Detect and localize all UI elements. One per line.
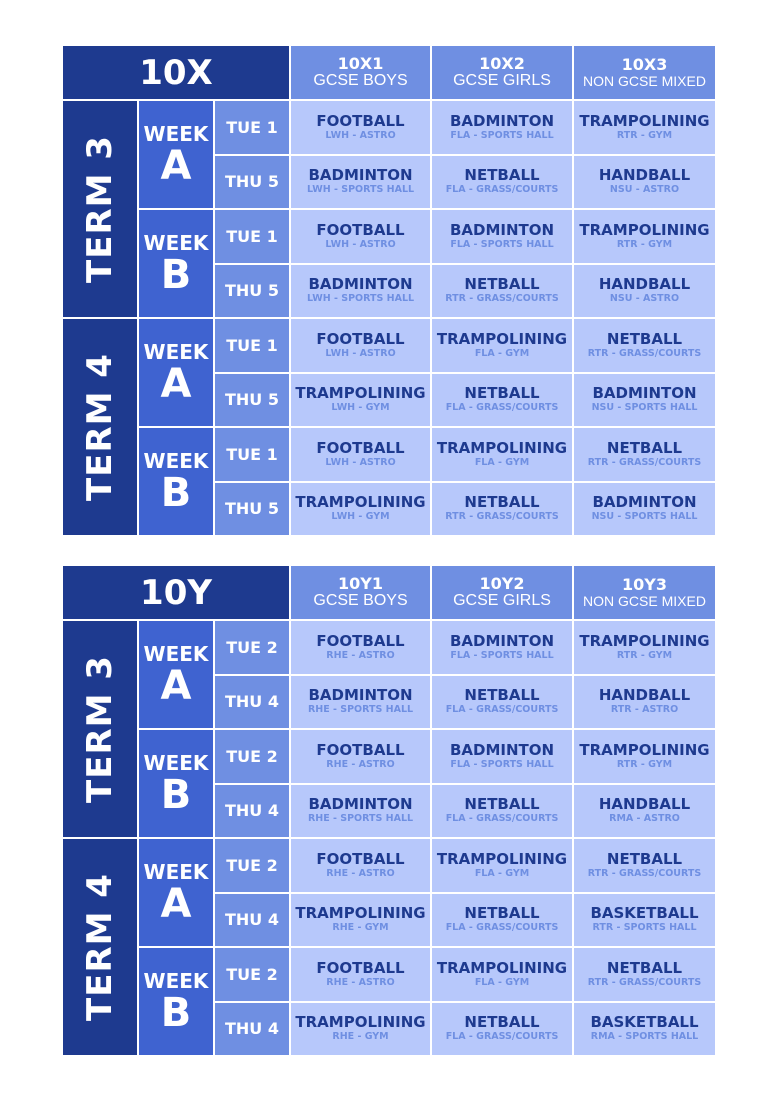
week-label (139, 210, 215, 319)
day-text: THU 4 (225, 692, 279, 712)
venue-name: RTR - GRASS/COURTS (445, 293, 559, 305)
activity-cell (291, 374, 432, 429)
activity-cell (574, 730, 717, 785)
class-header (432, 46, 574, 101)
day-label (215, 894, 291, 949)
activity-cell (574, 785, 717, 840)
sport-name: NETBALL (606, 438, 683, 457)
sport-name: FOOTBALL (316, 111, 405, 130)
activity-cell (432, 428, 574, 483)
term-text: TERM 4 (80, 353, 120, 501)
sport-name: TRAMPOLINING (579, 111, 710, 130)
sport-name: TRAMPOLINING (579, 220, 710, 239)
timetable-title (63, 566, 291, 621)
sport-name: NETBALL (464, 166, 540, 185)
activity-cell (291, 621, 432, 676)
venue-name: NSU - ASTRO (609, 184, 680, 196)
sport-name: BADMINTON (449, 111, 555, 130)
venue-name: RHE - ASTRO (326, 867, 395, 879)
activity-cell (574, 839, 717, 894)
sport-name: BADMINTON (308, 166, 413, 185)
week-text: WEEK (143, 750, 209, 775)
activity-cell (291, 1003, 432, 1058)
term-label (63, 839, 139, 1057)
venue-name: LWH - GYM (331, 511, 390, 523)
venue-name: RMA - SPORTS HALL (590, 1031, 699, 1043)
sport-name: BADMINTON (449, 740, 555, 759)
sport-name: NETBALL (464, 686, 540, 705)
venue-name: LWH - SPORTS HALL (306, 184, 415, 196)
venue-name: RMA - ASTRO (609, 813, 680, 825)
day-text: TUE 1 (226, 117, 278, 137)
week-label (139, 101, 215, 210)
venue-name: NSU - ASTRO (609, 293, 680, 305)
sport-name: HANDBALL (598, 686, 691, 705)
venue-name: RHE - ASTRO (326, 649, 395, 661)
sport-name: FOOTBALL (316, 849, 405, 868)
activity-cell (291, 839, 432, 894)
class-code: 10Y1 (338, 573, 383, 593)
sport-name: TRAMPOLINING (295, 493, 426, 512)
venue-name: FLA - GYM (474, 347, 530, 359)
sport-name: HANDBALL (598, 166, 691, 185)
week-letter: B (160, 989, 192, 1036)
sport-name: BASKETBALL (590, 1013, 699, 1032)
day-text: TUE 2 (226, 746, 278, 766)
week-letter: B (160, 251, 192, 298)
activity-cell (291, 730, 432, 785)
activity-cell (291, 483, 432, 538)
venue-name: RTR - GYM (616, 129, 673, 141)
timetable-10y (63, 566, 717, 1057)
day-text: THU 5 (225, 172, 279, 192)
activity-cell (432, 1003, 574, 1058)
activity-cell (574, 894, 717, 949)
activity-cell (432, 210, 574, 265)
activity-cell (432, 374, 574, 429)
day-label (215, 839, 291, 894)
day-text: THU 4 (225, 801, 279, 821)
week-label (139, 621, 215, 730)
activity-cell (574, 948, 717, 1003)
class-code: 10Y3 (622, 574, 667, 594)
class-header (574, 46, 717, 101)
day-text: THU 5 (225, 390, 279, 410)
day-label (215, 319, 291, 374)
day-text: TUE 1 (226, 335, 278, 355)
sport-name: BADMINTON (449, 631, 555, 650)
activity-cell (432, 319, 574, 374)
sport-name: FOOTBALL (316, 740, 405, 759)
activity-cell (432, 265, 574, 320)
venue-name: LWH - SPORTS HALL (306, 293, 415, 305)
venue-name: RTR - GRASS/COURTS (445, 511, 559, 523)
day-label (215, 948, 291, 1003)
sport-name: BADMINTON (592, 493, 697, 512)
venue-name: LWH - ASTRO (325, 347, 396, 359)
sport-name: NETBALL (464, 795, 540, 814)
sport-name: NETBALL (606, 849, 683, 868)
venue-name: RTR - GYM (616, 649, 673, 661)
day-text: TUE 2 (226, 637, 278, 657)
activity-cell (574, 1003, 717, 1058)
week-label (139, 839, 215, 948)
sport-name: BADMINTON (308, 275, 413, 294)
day-label (215, 730, 291, 785)
activity-cell (574, 374, 717, 429)
week-text: WEEK (143, 339, 209, 364)
term-label (63, 101, 139, 319)
activity-cell (291, 265, 432, 320)
week-letter: A (160, 142, 192, 189)
venue-name: RHE - SPORTS HALL (307, 813, 414, 825)
sport-name: NETBALL (464, 275, 540, 294)
activity-cell (291, 428, 432, 483)
week-text: WEEK (143, 121, 209, 146)
title-text: 10Y (140, 572, 212, 613)
venue-name: RHE - ASTRO (326, 758, 395, 770)
day-label (215, 1003, 291, 1058)
timetable-title (63, 46, 291, 101)
sport-name: FOOTBALL (316, 958, 405, 977)
day-text: THU 5 (225, 281, 279, 301)
venue-name: NSU - SPORTS HALL (591, 402, 698, 414)
sport-name: TRAMPOLINING (436, 329, 568, 348)
venue-name: FLA - GRASS/COURTS (445, 813, 559, 825)
term-text: TERM 3 (80, 655, 120, 803)
activity-cell (574, 676, 717, 731)
sport-name: TRAMPOLINING (295, 384, 426, 403)
venue-name: RTR - SPORTS HALL (592, 922, 697, 934)
venue-name: FLA - GYM (474, 976, 530, 988)
class-description: GCSE BOYS (313, 71, 408, 89)
venue-name: LWH - GYM (331, 402, 390, 414)
venue-name: RHE - GYM (332, 1031, 389, 1043)
activity-cell (291, 101, 432, 156)
day-label (215, 156, 291, 211)
activity-cell (432, 894, 574, 949)
venue-name: FLA - SPORTS HALL (450, 129, 554, 141)
sport-name: TRAMPOLINING (579, 740, 710, 759)
venue-name: FLA - GYM (474, 456, 530, 468)
activity-cell (574, 265, 717, 320)
activity-cell (291, 319, 432, 374)
sport-name: BADMINTON (308, 795, 413, 814)
activity-cell (432, 676, 574, 731)
week-letter: A (160, 360, 192, 407)
week-text: WEEK (143, 859, 209, 884)
sport-name: BADMINTON (592, 384, 697, 403)
sport-name: FOOTBALL (316, 438, 405, 457)
activity-cell (574, 210, 717, 265)
activity-cell (574, 319, 717, 374)
activity-cell (432, 483, 574, 538)
activity-cell (574, 428, 717, 483)
day-label (215, 785, 291, 840)
day-label (215, 210, 291, 265)
sport-name: FOOTBALL (316, 220, 405, 239)
sport-name: FOOTBALL (316, 329, 405, 348)
activity-cell (291, 210, 432, 265)
week-label (139, 319, 215, 428)
week-text: WEEK (143, 448, 209, 473)
activity-cell (432, 948, 574, 1003)
class-description: GCSE GIRLS (453, 591, 551, 609)
class-header (574, 566, 717, 621)
venue-name: RTR - GYM (616, 238, 673, 250)
day-label (215, 676, 291, 731)
activity-cell (432, 730, 574, 785)
day-text: TUE 1 (226, 226, 278, 246)
activity-cell (574, 101, 717, 156)
venue-name: FLA - GRASS/COURTS (445, 184, 559, 196)
week-letter: B (160, 771, 192, 818)
sport-name: TRAMPOLINING (436, 849, 568, 868)
class-description: GCSE BOYS (313, 591, 408, 609)
venue-name: RHE - GYM (332, 922, 389, 934)
activity-cell (291, 785, 432, 840)
day-text: THU 4 (225, 910, 279, 930)
class-description: GCSE GIRLS (453, 71, 551, 89)
sport-name: HANDBALL (598, 275, 691, 294)
venue-name: LWH - ASTRO (325, 456, 396, 468)
timetable-10x (63, 46, 717, 537)
activity-cell (432, 101, 574, 156)
activity-cell (291, 156, 432, 211)
day-label (215, 428, 291, 483)
venue-name: FLA - SPORTS HALL (450, 238, 554, 250)
week-text: WEEK (143, 641, 209, 666)
venue-name: LWH - ASTRO (325, 238, 396, 250)
week-letter: A (160, 662, 192, 709)
week-text: WEEK (143, 968, 209, 993)
term-text: TERM 3 (80, 135, 120, 283)
sport-name: HANDBALL (598, 795, 691, 814)
week-text: WEEK (143, 230, 209, 255)
sport-name: FOOTBALL (316, 631, 405, 650)
week-label (139, 428, 215, 537)
activity-cell (291, 894, 432, 949)
venue-name: FLA - SPORTS HALL (450, 758, 554, 770)
title-text: 10X (139, 52, 213, 93)
day-text: TUE 2 (226, 855, 278, 875)
venue-name: FLA - GYM (474, 867, 530, 879)
class-header (291, 566, 432, 621)
activity-cell (574, 621, 717, 676)
sport-name: TRAMPOLINING (295, 904, 426, 923)
venue-name: RTR - GRASS/COURTS (587, 456, 702, 468)
venue-name: RHE - ASTRO (326, 976, 395, 988)
sport-name: TRAMPOLINING (436, 958, 568, 977)
day-label (215, 621, 291, 676)
venue-name: RTR - GRASS/COURTS (587, 976, 702, 988)
sport-name: TRAMPOLINING (579, 631, 710, 650)
sport-name: TRAMPOLINING (295, 1013, 426, 1032)
venue-name: RTR - GRASS/COURTS (587, 347, 702, 359)
class-code: 10Y2 (479, 573, 525, 593)
sport-name: NETBALL (464, 493, 540, 512)
venue-name: RTR - GYM (616, 758, 673, 770)
week-letter: B (160, 469, 192, 516)
class-code: 10X3 (621, 54, 668, 74)
class-header (291, 46, 432, 101)
sport-name: NETBALL (464, 904, 540, 923)
class-header (432, 566, 574, 621)
day-text: TUE 1 (226, 444, 278, 464)
venue-name: FLA - GRASS/COURTS (445, 1031, 559, 1043)
activity-cell (291, 676, 432, 731)
day-label (215, 101, 291, 156)
day-label (215, 483, 291, 538)
venue-name: FLA - GRASS/COURTS (445, 704, 559, 716)
term-label (63, 621, 139, 839)
sport-name: NETBALL (464, 1013, 540, 1032)
sport-name: TRAMPOLINING (436, 438, 568, 457)
venue-name: FLA - SPORTS HALL (450, 649, 554, 661)
class-code: 10X2 (479, 53, 525, 73)
activity-cell (432, 785, 574, 840)
venue-name: RTR - ASTRO (610, 704, 679, 716)
activity-cell (432, 839, 574, 894)
day-text: TUE 2 (226, 964, 278, 984)
venue-name: RTR - GRASS/COURTS (587, 867, 702, 879)
activity-cell (432, 621, 574, 676)
class-description: NON GCSE MIXED (583, 72, 706, 89)
activity-cell (574, 156, 717, 211)
venue-name: RHE - SPORTS HALL (307, 704, 414, 716)
sport-name: NETBALL (606, 958, 683, 977)
sport-name: BADMINTON (449, 220, 555, 239)
activity-cell (291, 948, 432, 1003)
term-label (63, 319, 139, 537)
day-text: THU 5 (225, 499, 279, 519)
activity-cell (574, 483, 717, 538)
activity-cell (432, 156, 574, 211)
venue-name: LWH - ASTRO (325, 129, 396, 141)
venue-name: FLA - GRASS/COURTS (445, 922, 559, 934)
sport-name: BASKETBALL (590, 904, 699, 923)
week-label (139, 948, 215, 1057)
day-text: THU 4 (225, 1019, 279, 1039)
sport-name: NETBALL (464, 384, 540, 403)
venue-name: FLA - GRASS/COURTS (445, 402, 559, 414)
class-code: 10X1 (337, 53, 384, 73)
venue-name: NSU - SPORTS HALL (591, 511, 698, 523)
day-label (215, 265, 291, 320)
sport-name: BADMINTON (308, 686, 413, 705)
day-label (215, 374, 291, 429)
week-label (139, 730, 215, 839)
class-description: NON GCSE MIXED (583, 592, 706, 609)
week-letter: A (160, 880, 192, 927)
sport-name: NETBALL (606, 329, 683, 348)
term-text: TERM 4 (80, 873, 120, 1021)
